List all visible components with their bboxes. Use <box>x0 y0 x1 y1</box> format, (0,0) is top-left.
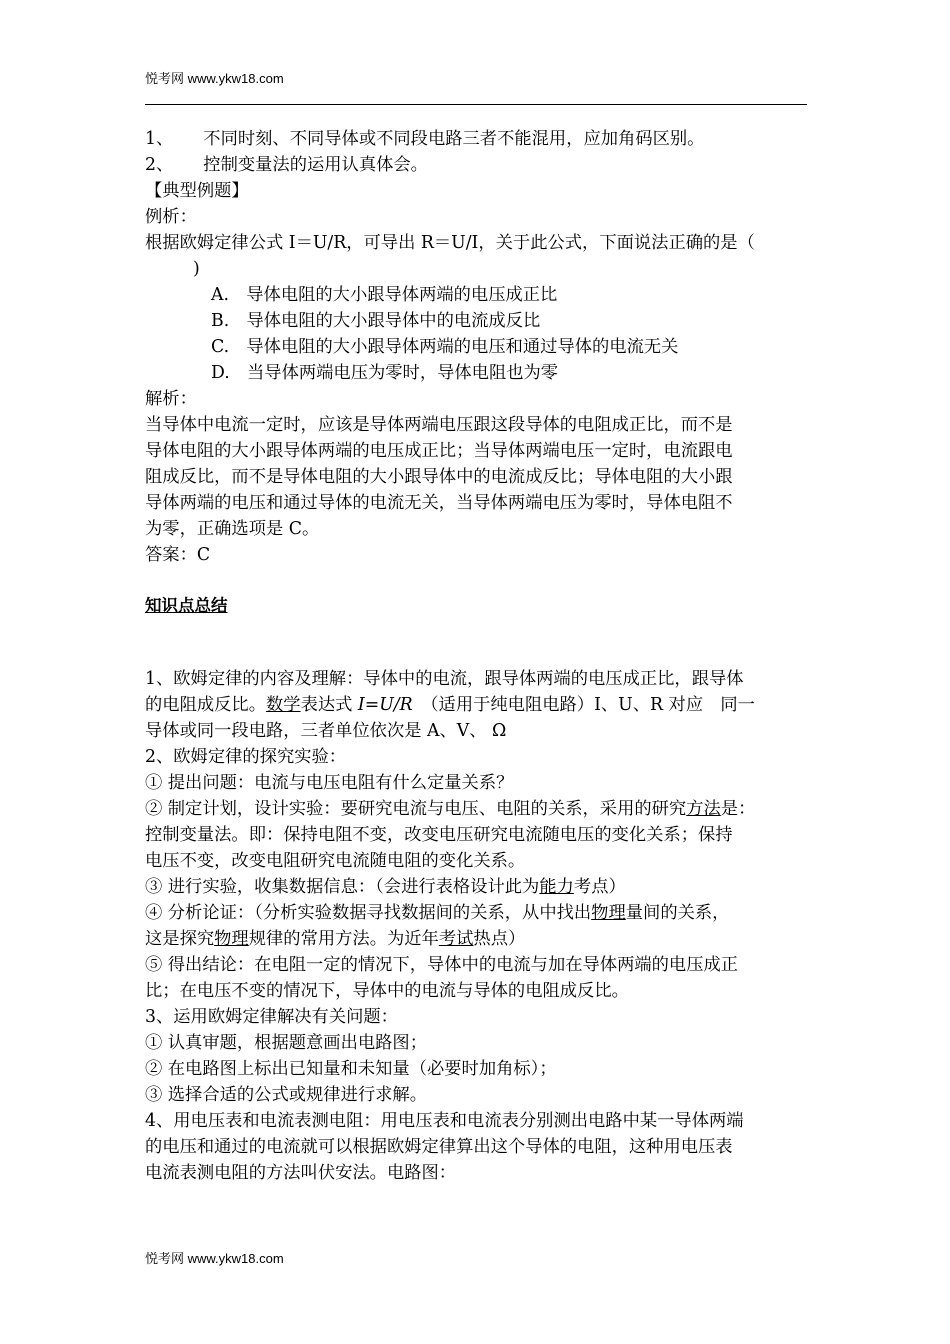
analysis-line: 为零，正确选项是 C。 <box>145 519 320 539</box>
analysis-line: 当导体中电流一定时，应该是导体两端电压跟这段导体的电阻成正比，而不是 <box>145 415 733 435</box>
summary-p1: 1、欧姆定律的内容及理解：导体中的电流，跟导体两端的电压成正比，跟导体 <box>145 669 744 689</box>
analysis-line: 导体电阻的大小跟导体两端的电压成正比；当导体两端电压一定时，电流跟电 <box>145 441 733 461</box>
step-1: ① 提出问题：电流与电压电阻有什么定量关系？ <box>145 773 514 793</box>
link-exam[interactable]: 考试 <box>438 929 474 949</box>
link-physics-2[interactable]: 物理 <box>214 929 249 949</box>
summary-p3: 3、运用欧姆定律解决有关问题： <box>145 1007 398 1027</box>
link-math[interactable]: 数学 <box>265 695 301 715</box>
analysis-line: 导体两端的电压和通过导体的电流无关，当导体两端电压为零时，导体电阻不 <box>145 493 733 513</box>
task-3: ③ 选择合适的公式或规律进行求解。 <box>145 1085 427 1105</box>
example-question: 根据欧姆定律公式 I＝U/R，可导出 R＝U/I，关于此公式，下面说法正确的是（ <box>145 233 755 253</box>
summary-p2: 2、欧姆定律的探究实验： <box>145 747 347 767</box>
task-2: ② 在电路图上标出已知量和未知量（必要时加角标）； <box>145 1059 557 1079</box>
summary-p4-line2: 的电压和通过的电流就可以根据欧姆定律算出这个导体的电阻，这种用电压表 <box>145 1137 733 1157</box>
analysis-label: 解析： <box>145 389 197 409</box>
step-2-line3: 电压不变，改变电阻研究电流随电阻的变化关系。 <box>145 851 526 871</box>
option-c: C. 导体电阻的大小跟导体两端的电压和通过导体的电流无关 <box>211 337 679 357</box>
link-ability[interactable]: 能力 <box>539 877 574 897</box>
analysis-line: 阻成反比，而不是导体电阻的大小跟导体中的电流成反比；导体电阻的大小跟 <box>145 467 733 487</box>
step-2: ② 制定计划，设计实验：要研究电流与电压、电阻的关系，采用的研究方法是： <box>145 799 756 819</box>
option-d: D. 当导体两端电压为零时，导体电阻也为零 <box>211 363 559 383</box>
step-4-line2: 这是探究物理规律的常用方法。为近年考试热点） <box>145 929 526 949</box>
example-label: 例析： <box>145 207 197 227</box>
summary-p1-line3: 导体或同一段电路，三者单位依次是 A、V、 Ω <box>145 721 507 741</box>
example-question-end: ) <box>193 259 200 279</box>
link-method[interactable]: 方法 <box>686 799 721 819</box>
example-heading: 【典型例题】 <box>145 181 249 201</box>
task-1: ① 认真审题，根据题意画出电路图； <box>145 1033 427 1053</box>
note-2: 2、 控制变量法的运用认真体会。 <box>145 155 428 175</box>
option-b: B. 导体电阻的大小跟导体中的电流成反比 <box>211 311 541 331</box>
step-5: ⑤ 得出结论：在电阻一定的情况下，导体中的电流与加在导体两端的电压成正 <box>145 955 739 975</box>
formula: I=U/R <box>357 695 413 715</box>
header-rule <box>145 104 807 105</box>
summary-p1-line2: 的电阻成反比。数学表达式 I=U/R （适用于纯电阻电路）I、U、R 对应 同一 <box>145 695 755 715</box>
summary-p4-line3: 电流表测电阻的方法叫伏安法。电路图： <box>145 1163 457 1183</box>
step-2-line2: 控制变量法。即：保持电阻不变，改变电压研究电流随电压的变化关系；保持 <box>145 825 733 845</box>
summary-title: 知识点总结 <box>145 596 228 615</box>
step-5-line2: 比；在电压不变的情况下，导体中的电流与导体的电阻成反比。 <box>145 981 629 1001</box>
link-physics[interactable]: 物理 <box>591 903 626 923</box>
step-3: ③ 进行实验，收集数据信息：（会进行表格设计此为能力考点） <box>145 877 626 897</box>
note-1: 1、 不同时刻、不同导体或不同段电路三者不能混用，应加角码区别。 <box>145 129 705 149</box>
summary-p4: 4、用电压表和电流表测电阻：用电压表和电流表分别测出电路中某一导体两端 <box>145 1111 744 1131</box>
answer: 答案：C <box>145 545 211 565</box>
option-a: A. 导体电阻的大小跟导体两端的电压成正比 <box>211 285 558 305</box>
page-footer: 悦考网 www.ykw18.com <box>145 1251 284 1266</box>
step-4: ④ 分析论证：（分析实验数据寻找数据间的关系，从中找出物理量间的关系， <box>145 903 730 923</box>
page-header: 悦考网 www.ykw18.com <box>145 71 284 86</box>
